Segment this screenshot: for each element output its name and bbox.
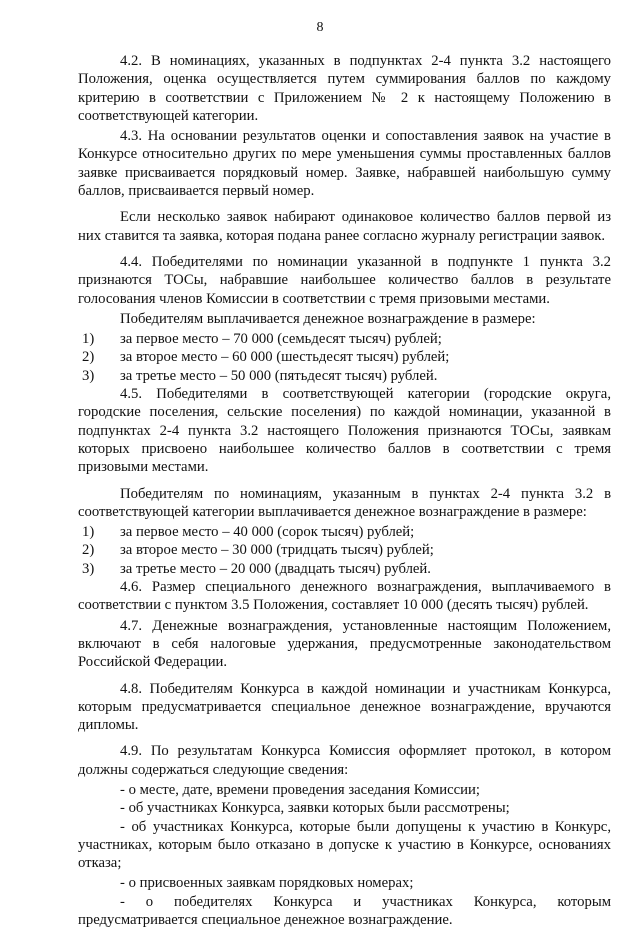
list-item-number: 2): [82, 542, 95, 559]
list-item-text: за третье место – 50 000 (пятьдесят тысяч) рублей.: [120, 367, 438, 384]
paragraph-4-5: 4.5. Победителями в соответствующей категории (городские округа, городские поселения, сельские поселения) по каждой номинации, указанной в подпунктах 2-4 пункта 3.2 настоящего Положения признаются ТОСы, заявкам которых присвоено наибольшее количество баллов в соответствии с тремя призовыми местами.: [78, 386, 611, 476]
list-item: [78, 367, 611, 385]
list-item-text: за второе место – 30 000 (тридцать тысяч) рублей;: [120, 542, 434, 559]
list-item: [78, 523, 611, 541]
list-item-text: за третье место – 20 000 (двадцать тысяч) рублей.: [120, 560, 431, 577]
prize-list-1: [78, 330, 611, 385]
paragraph-4-4: 4.4. Победителями по номинации указанной в подпункте 1 пункта 3.2 признаются ТОСы, набравшие наибольшее количество баллов в результате голосования членов Комиссии в соответствии с тремя призовыми местами.: [78, 253, 611, 307]
paragraph-4-8: 4.8. Победителям Конкурса в каждой номинации и участникам Конкурса, которым предусматривается специальное денежное вознаграждение, вручаются дипломы.: [78, 680, 611, 734]
paragraph-4-6: 4.6. Размер специального денежного вознаграждения, выплачиваемого в соответствии с пунктом 3.5 Положения, составляет 10 000 (десять тысяч) рублей.: [78, 579, 611, 614]
list-item: [78, 541, 611, 559]
list-item-text: за первое место – 40 000 (сорок тысяч) рублей;: [120, 524, 415, 541]
prize-list-2: [78, 523, 611, 578]
document-body: [78, 52, 611, 929]
paragraph-4-7: 4.7. Денежные вознаграждения, установленные настоящим Положением, включают в себя налоговые удержания, предусмотренные законодательством Российской Федерации.: [78, 617, 611, 671]
protocol-item-admitted: - об участниках Конкурса, которые были допущены к участию в Конкурс, участниках, которым было отказано в допуске к участию в Конкурсе, основаниях отказа;: [78, 818, 611, 872]
list-item-number: 1): [82, 331, 95, 348]
paragraph-equal-scores: Если несколько заявок набирают одинаковое количество баллов первой из них ставится та заявка, которая подана ранее согласно журналу регистрации заявок.: [78, 209, 611, 244]
paragraph-4-2: 4.2. В номинациях, указанных в подпунктах 2-4 пункта 3.2 настоящего Положения, оценка осуществляется путем суммирования баллов по каждому критерию в соответствии с Приложением № 2 к настоящему Положению в соответствующей категории.: [78, 53, 611, 124]
protocol-item-winners-continued: предусматривается специальное денежное вознаграждение.: [78, 912, 453, 929]
paragraph-4-3: 4.3. На основании результатов оценки и сопоставления заявок на участие в Конкурсе относительно других по мере уменьшения суммы проставленных баллов заявке присваивается порядковый номер. Заявке, набравшей наибольшую сумму баллов, присваивается первый номер.: [78, 128, 611, 200]
list-item: [78, 330, 611, 348]
paragraph-payment-2: Победителям по номинациям, указанным в пунктах 2-4 пункта 3.2 в соответствующей категории выплачивается денежное вознаграждение в размере:: [78, 485, 611, 520]
page-number: 8: [316, 20, 324, 35]
list-item: [78, 348, 611, 366]
paragraph-payment-1: Победителям выплачивается денежное вознаграждение в размере:: [120, 310, 536, 327]
protocol-item-winners: - о победителях Конкурса и участниках Конкурса, которым: [120, 893, 611, 910]
list-item-number: 3): [82, 560, 95, 577]
list-item-number: 1): [82, 524, 95, 541]
protocol-item-reviewed: - об участниках Конкурса, заявки которых были рассмотрены;: [120, 800, 510, 817]
list-item: [78, 560, 611, 578]
list-item-number: 2): [82, 349, 95, 366]
list-item-text: за первое место – 70 000 (семьдесят тысяч) рублей;: [120, 331, 442, 348]
protocol-item-meeting: - о месте, дате, времени проведения заседания Комиссии;: [120, 781, 480, 798]
list-item-text: за второе место – 60 000 (шестьдесят тысяч) рублей;: [120, 349, 450, 366]
list-item-number: 3): [82, 367, 95, 384]
protocol-item-numbers: - о присвоенных заявкам порядковых номерах;: [120, 875, 414, 892]
paragraph-4-9: 4.9. По результатам Конкурса Комиссия оформляет протокол, в котором должны содержаться следующие сведения:: [78, 743, 611, 778]
